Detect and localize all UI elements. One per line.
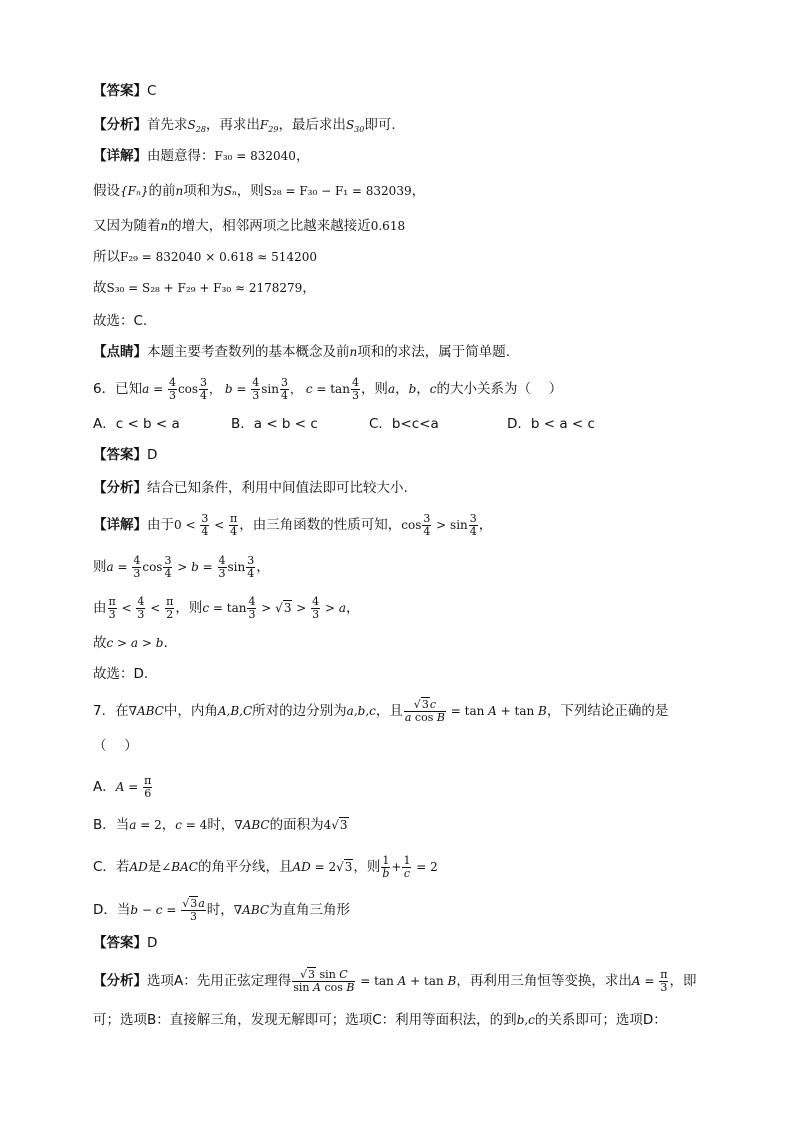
q6-answer-line: 【答案】D [93, 447, 158, 463]
q6-option-c[interactable]: C．b<c<a [369, 416, 439, 432]
q7-answer-line: 【答案】D [93, 935, 158, 951]
q7-option-d[interactable]: D．当b − c = $\frac{√3a}{3}$ 时，∇ABC为直角三角形 [93, 896, 351, 923]
q7-stem: 7．在∇ABC中，内角A,B,C所对的边分别为a,b,c，且 $\frac{√3c}{\text{a cos B}}$ = tan A + tan B，下列结论正确的是 [93, 697, 669, 724]
q5-line-4: 假设{Fₙ}的前n项和为Sₙ，则S₂₈ = F₃₀ − F₁ = 832039， [93, 183, 426, 199]
q6-choose: 故选：D. [93, 666, 149, 682]
q5-detail-line: 【详解】由题意得：F₃₀ = 832040， [93, 148, 310, 164]
q6-by-line: 由 $\frac{\pi}{3}$ < $\frac{4}{3}$ < $\frac{\pi}{2}$ ，则c = tan $\frac{4}{3}$ > √3 > $\frac{4}{3}$ > a， [93, 594, 360, 621]
q5-analysis-line: 【分析】首先求$S_{28}$，再求出$F_{29}$，最后求出$S_{30}$即可. [93, 117, 396, 134]
q6-then-line: 则a = $\frac{4}{3}$ cos $\frac{3}{4}$ > b = $\frac{4}{3}$ sin $\frac{3}{4}$ ， [93, 553, 270, 580]
q6-option-d[interactable]: D．b < a < c [507, 416, 595, 432]
q6-analysis-line: 【分析】结合已知条件，利用中间值法即可比较大小. [93, 480, 408, 496]
answer-tag: 【答案】 [93, 83, 147, 99]
q5-line-6: 所以F₂₉ = 832040 × 0.618 ≈ 514200 [93, 249, 317, 265]
q5-line-7: 故S₃₀ = S₂₈ + F₂₉ + F₃₀ ≈ 2178279， [93, 280, 316, 296]
q7-option-a[interactable]: A．A = $\frac{\pi}{6}$ [93, 773, 152, 800]
q5-answer-line: 【答案】C [93, 83, 157, 99]
detail-tag: 【详解】 [93, 148, 147, 164]
q5-line-5: 又因为随着n的增大，相邻两项之比越来越接近0.618 [93, 218, 406, 234]
q5-choose: 故选：C. [93, 313, 148, 329]
q7-analysis-line: 【分析】选项A：先用正弦定理得 $\frac{\text{√3 sin C}}{\text{sin A cos B}}$ = tan A + tan B，再利用三角恒等变换，求出A = $\frac{\pi}{3}$ ，即 [93, 967, 697, 994]
q6-option-a[interactable]: A．c < b < a [93, 416, 180, 432]
q5-comment-line: 【点睛】本题主要考查数列的基本概念及前n项和的求法，属于简单题. [93, 344, 511, 360]
q6-detail-line: 【详解】由于0 < $\frac{3}{4}$ < $\frac{\pi}{4}$ ，由三角函数的性质可知，cos $\frac{3}{4}$ > sin $\frac{3}{4}$ ， [93, 511, 493, 538]
q7-paren: （ ） [93, 738, 138, 754]
q7-analysis-last-line: 可；选项B：直接解三角，发现无解即可；选项C：利用等面积法，的到b,c的关系即可；选项D： [93, 1012, 667, 1028]
q6-options [93, 414, 595, 434]
q7-option-b[interactable]: B．当a = 2，c = 4时，∇ABC的面积为4√3 [93, 817, 348, 833]
q6-option-b[interactable]: B．a < b < c [231, 416, 318, 432]
q6-so-line: 故c > a > b. [93, 635, 168, 651]
q6-stem: 6．已知a = $\frac{4}{3}$ cos $\frac{3}{4}$ ， b = $\frac{4}{3}$ sin $\frac{3}{4}$ ， c = tan $\frac{4}{3}$ ，则a，b，c的大小关系为（ ） [93, 375, 563, 402]
q7-option-c[interactable]: C．若AD是∠BAC的角平分线，且AD = 2√3，则 $\frac{1}{b}$ + $\frac{1}{c}$ = 2 [93, 853, 438, 880]
analysis-tag: 【分析】 [93, 117, 147, 133]
comment-tag: 【点睛】 [93, 344, 147, 360]
